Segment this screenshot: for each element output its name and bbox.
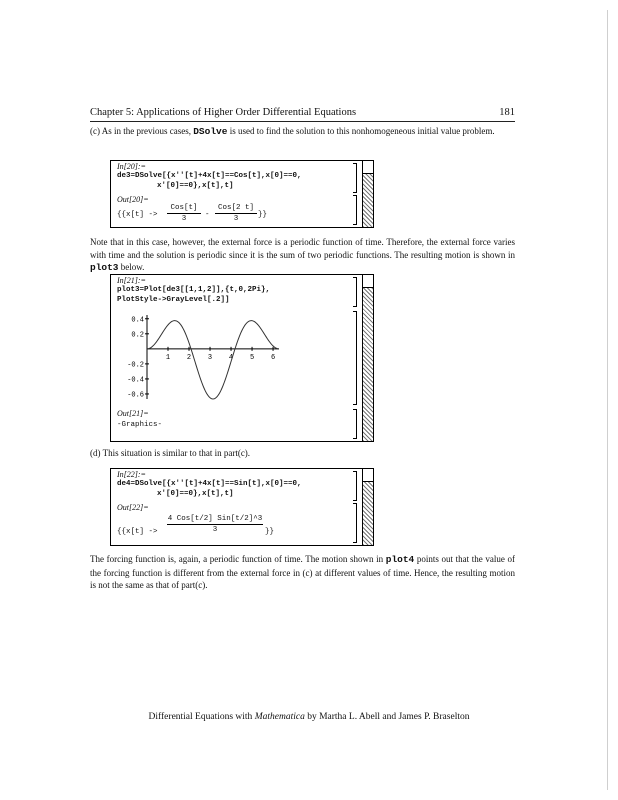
x-tick-label: 6 xyxy=(270,353,276,362)
scroll-box[interactable] xyxy=(363,275,373,288)
numerator: Cos[t] xyxy=(170,204,198,212)
x-tick-label: 2 xyxy=(186,353,192,362)
scroll-box[interactable] xyxy=(363,469,373,482)
inline-code-plot4: plot4 xyxy=(385,554,415,565)
fraction-cos-2t xyxy=(215,204,257,223)
output-label: Out[21]= xyxy=(117,409,149,418)
input-line[interactable]: de3=DSolve[{x''[t]+4x[t]==Cos[t],x[0]==0, xyxy=(117,172,302,180)
minus-sign: - xyxy=(205,211,210,219)
inline-code-plot3: plot3 xyxy=(90,262,119,273)
denominator: 3 xyxy=(181,215,187,223)
para-text: points out that the value of the forcing function is different from the external force in (c) at different values of time. Hence, the resulting motion is not the same as that of part(c). xyxy=(90,554,515,590)
fraction-bar xyxy=(167,524,263,525)
paragraph-note xyxy=(90,236,515,275)
cell-bracket[interactable] xyxy=(353,277,357,307)
cell-bracket[interactable] xyxy=(353,163,357,193)
output-suffix: }} xyxy=(265,528,275,536)
paragraph-forcing xyxy=(90,553,515,592)
input-label: In[21]:= xyxy=(117,276,146,285)
notebook-cell-21[interactable] xyxy=(110,274,374,442)
running-header xyxy=(90,107,515,118)
scrollbar[interactable] xyxy=(362,469,373,545)
scrollbar[interactable] xyxy=(362,275,373,441)
numerator: 4 Cos[t/2] Sin[t/2]^3 xyxy=(167,515,263,523)
numerator: Cos[2 t] xyxy=(217,204,254,212)
cell-bracket[interactable] xyxy=(353,409,357,439)
header-rule xyxy=(90,121,515,122)
y-tick-label: 0.2 xyxy=(131,331,144,340)
input-line[interactable]: x'[0]==0},x[t],t] xyxy=(157,490,234,498)
cell-bracket[interactable] xyxy=(353,503,357,543)
paragraph-part-d: (d) This situation is similar to that in part(c). xyxy=(90,448,251,458)
x-tick-label: 4 xyxy=(228,353,234,362)
y-tick-label: -0.6 xyxy=(127,391,144,400)
x-tick-label: 3 xyxy=(207,353,213,362)
output-suffix: }} xyxy=(258,211,268,219)
page-number: 181 xyxy=(499,107,515,118)
denominator: 3 xyxy=(233,215,239,223)
footer-book-title: Mathematica xyxy=(254,712,305,722)
notebook-cell-22[interactable] xyxy=(110,468,374,546)
output-prefix: {{x[t] -> xyxy=(117,528,158,536)
output-label: Out[22]= xyxy=(117,503,149,512)
input-line[interactable]: de4=DSolve[{x''[t]+4x[t]==Sin[t],x[0]==0, xyxy=(117,480,302,488)
cell-bracket[interactable] xyxy=(353,471,357,501)
footer-text: Differential Equations with xyxy=(148,712,255,722)
para-text: (c) As in the previous cases, xyxy=(90,126,194,136)
scroll-box[interactable] xyxy=(363,161,373,174)
page-edge-line xyxy=(607,10,608,790)
x-tick-label: 5 xyxy=(249,353,255,362)
denominator: 3 xyxy=(212,526,218,534)
x-tick-label: 1 xyxy=(165,353,171,362)
fraction-cos-t xyxy=(167,204,201,223)
output-label: Out[20]= xyxy=(117,195,149,204)
chapter-title: Chapter 5: Applications of Higher Order Differential Equations xyxy=(90,107,357,118)
plot3-graphic xyxy=(113,311,283,403)
input-line[interactable]: x'[0]==0},x[t],t] xyxy=(157,182,234,190)
y-tick-label: -0.2 xyxy=(127,361,144,370)
fraction-bar xyxy=(215,213,257,214)
para-text: Note that in this case, however, the external force is a periodic function of time. Therefore, the external force varies with time and the solution is periodic since it is the sum of two periodic functions. The resulting motion is shown in xyxy=(90,237,515,260)
input-label: In[20]:= xyxy=(117,162,146,171)
para-text: below. xyxy=(118,262,145,272)
page-footer xyxy=(0,712,618,722)
output-prefix: {{x[t] -> xyxy=(117,211,158,219)
footer-text: by Martha L. Abell and James P. Braselton xyxy=(304,712,470,722)
y-tick-label: 0.4 xyxy=(131,316,144,325)
paragraph-part-c xyxy=(90,125,515,139)
cell-bracket[interactable] xyxy=(353,311,357,405)
fraction-bar xyxy=(167,213,201,214)
fraction-sin-cos xyxy=(167,515,263,534)
input-line[interactable]: PlotStyle->GrayLevel[.2]] xyxy=(117,296,230,304)
para-text: The forcing function is, again, a periodic function of time. The motion shown in xyxy=(90,554,386,564)
y-tick-label: -0.4 xyxy=(127,376,144,385)
notebook-cell-20[interactable] xyxy=(110,160,374,228)
para-text: is used to find the solution to this nonhomogeneous initial value problem. xyxy=(227,126,495,136)
inline-code-dsolve: DSolve xyxy=(193,126,228,137)
scrollbar[interactable] xyxy=(362,161,373,227)
output-graphics: -Graphics- xyxy=(117,421,163,429)
input-line[interactable]: plot3=Plot[de3[[1,1,2]],{t,0,2Pi}, xyxy=(117,286,271,294)
input-label: In[22]:= xyxy=(117,470,146,479)
cell-bracket[interactable] xyxy=(353,195,357,225)
